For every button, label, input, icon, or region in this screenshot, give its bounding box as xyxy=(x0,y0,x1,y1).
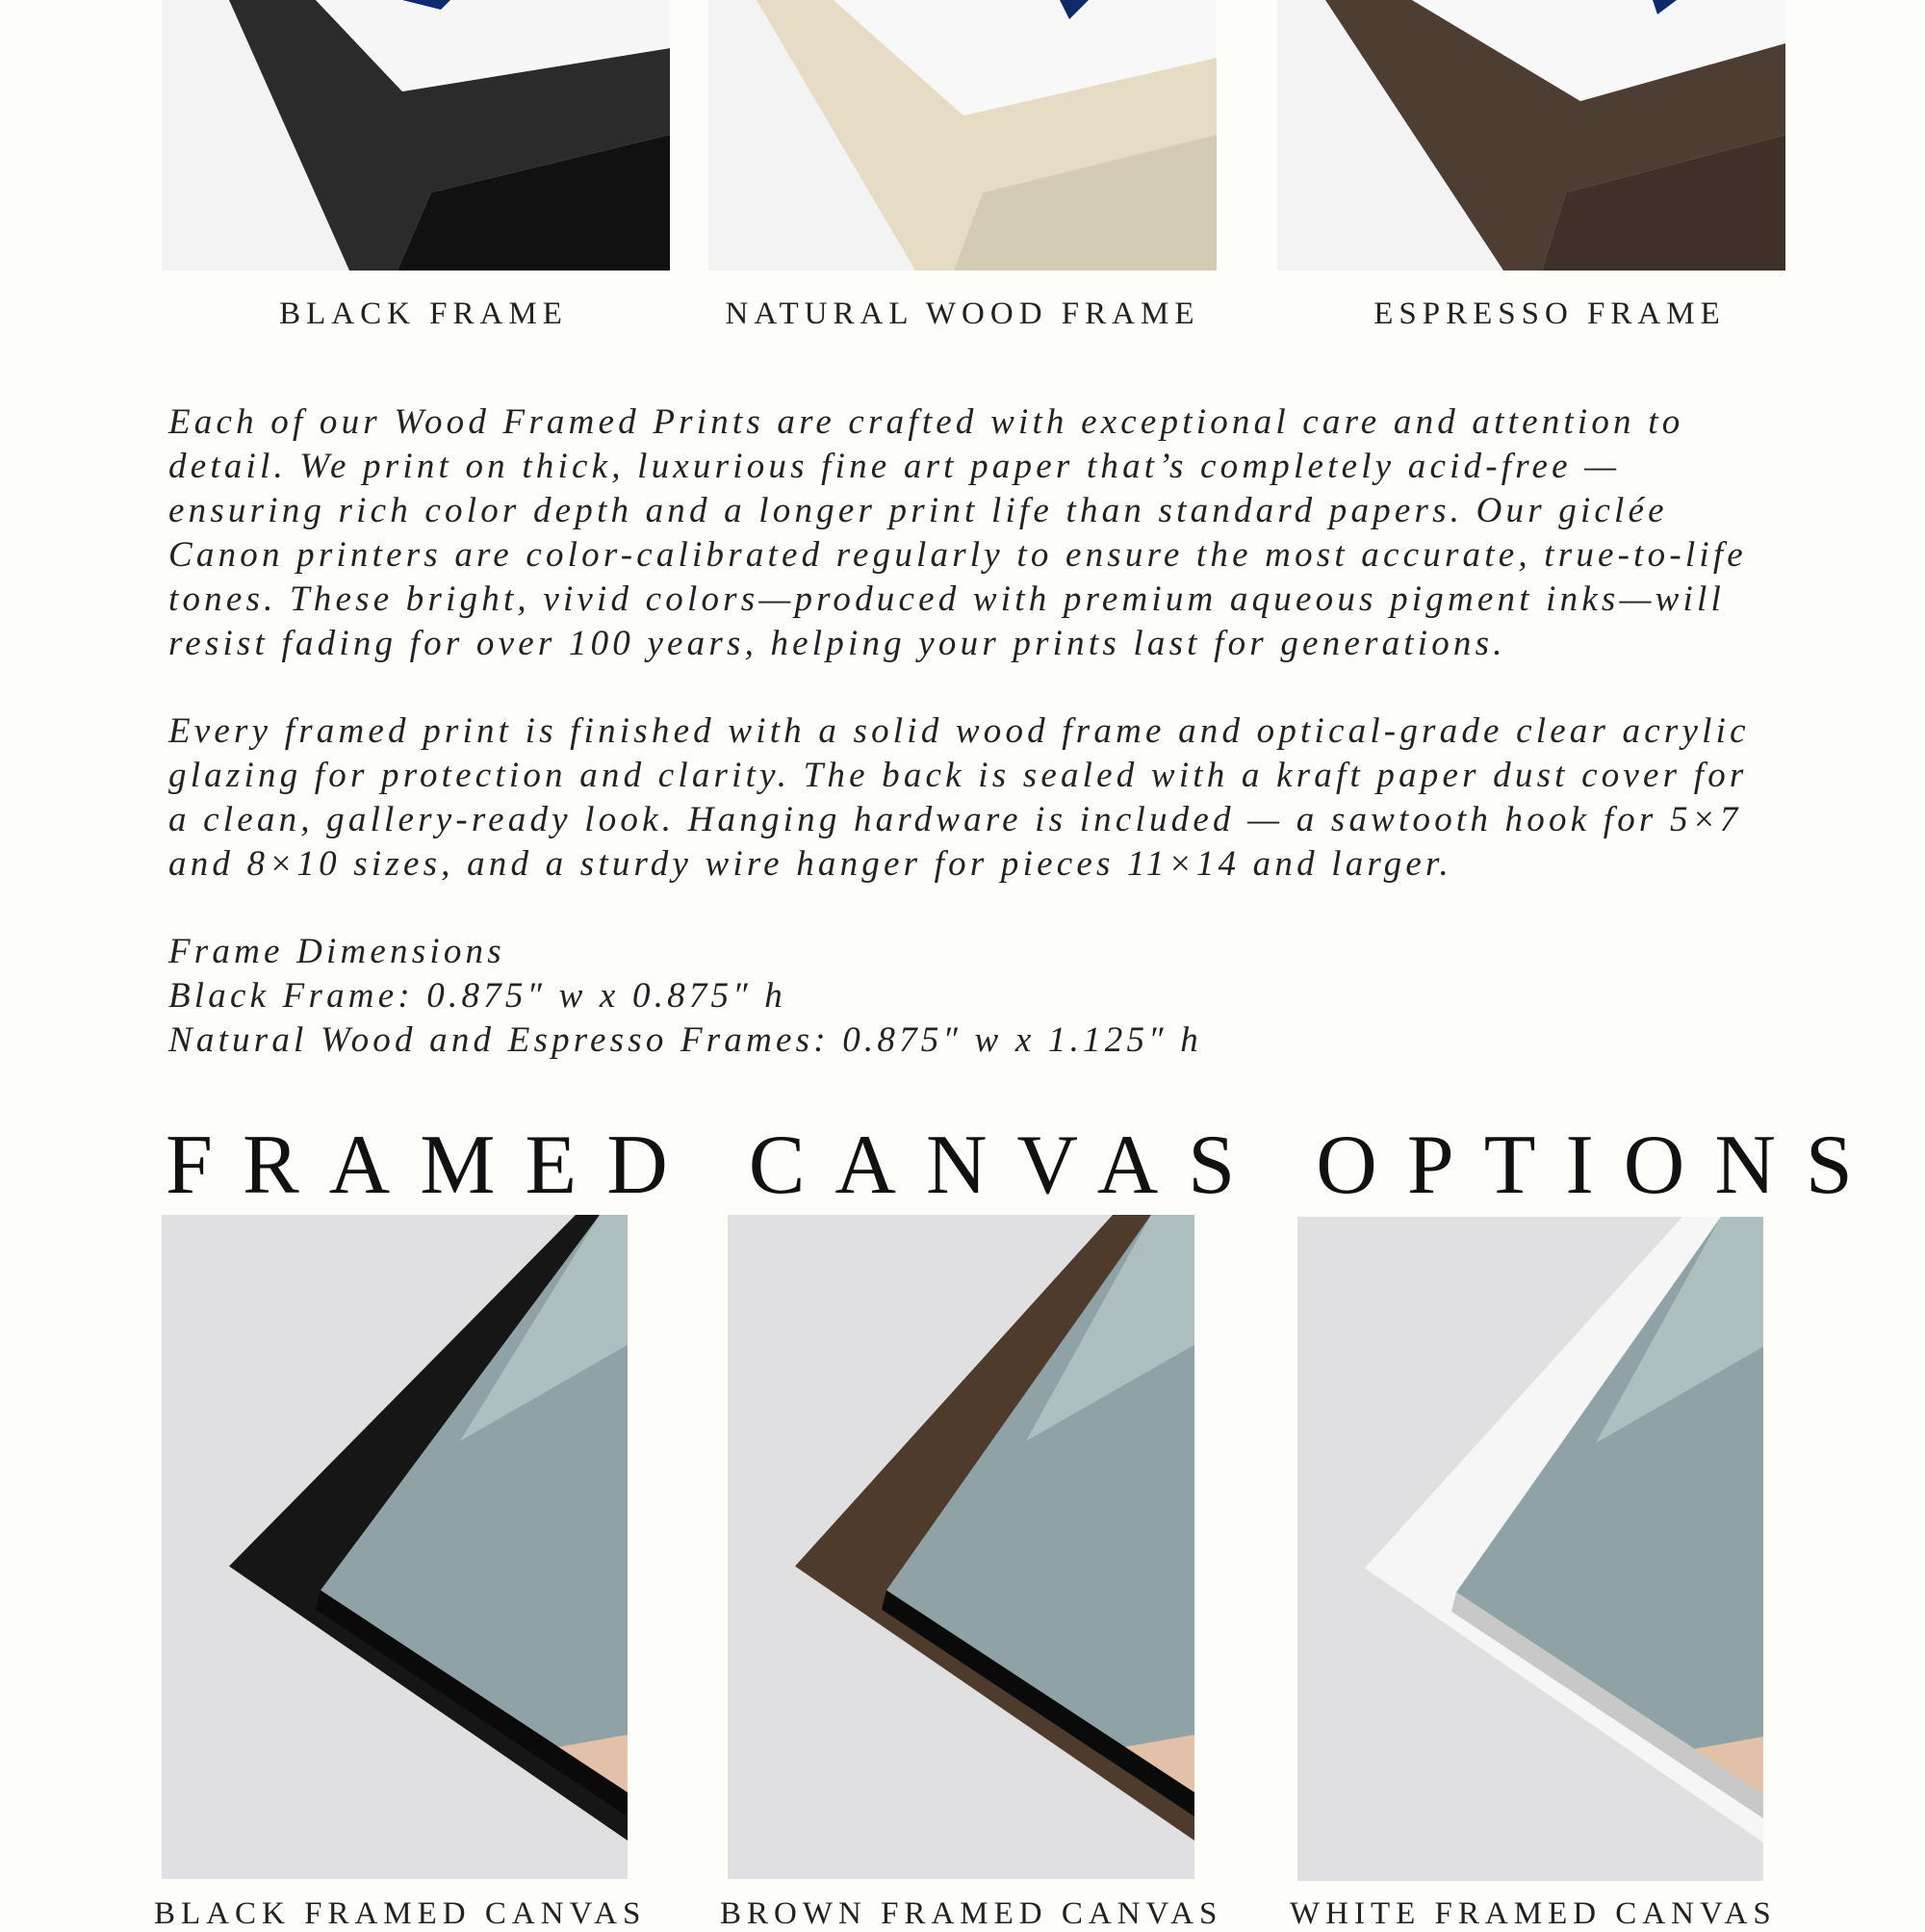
framed-canvas-heading: FRAMED CANVAS OPTIONS xyxy=(166,1119,1883,1212)
natural-wood-frame-image xyxy=(708,0,1217,270)
description-paragraph-1 xyxy=(168,400,1747,666)
text-line: ensuring rich color depth and a longer print life than standard papers. Our giclée xyxy=(168,491,1668,530)
black-frame-dimensions: Black Frame: 0.875″ w x 0.875″ h xyxy=(168,976,787,1016)
text-line: detail. We print on thick, luxurious fine art paper that’s completely acid-free — xyxy=(168,447,1621,486)
black-frame-image xyxy=(162,0,670,270)
espresso-frame-image xyxy=(1277,0,1785,270)
black-frame-label: BLACK FRAME xyxy=(279,296,568,331)
text-line: Canon printers are color-calibrated regularly to ensure the most accurate, true-to-life xyxy=(168,535,1747,575)
text-line: resist fading for over 100 years, helping your prints last for generations. xyxy=(168,624,1506,663)
frame-dimensions xyxy=(168,930,1202,1063)
brown-framed-canvas-image xyxy=(728,1215,1194,1879)
natural-espresso-dimensions: Natural Wood and Espresso Frames: 0.875″ w x 1.125″ h xyxy=(168,1020,1202,1060)
text-line: and 8×10 sizes, and a sturdy wire hanger for pieces 11×14 and larger. xyxy=(168,844,1452,884)
brown-framed-canvas-label: BROWN FRAMED CANVAS xyxy=(720,1896,1223,1931)
text-line: tones. These bright, vivid colors—produced with premium aqueous pigment inks—will xyxy=(168,580,1725,619)
black-framed-canvas-label: BLACK FRAMED CANVAS xyxy=(154,1896,647,1931)
white-framed-canvas-image xyxy=(1297,1217,1763,1881)
text-line: Every framed print is finished with a solid wood frame and optical-grade clear acrylic xyxy=(168,711,1750,751)
dimensions-heading: Frame Dimensions xyxy=(168,932,505,971)
text-line: glazing for protection and clarity. The back is sealed with a kraft paper dust cover for xyxy=(168,756,1748,795)
text-line: Each of our Wood Framed Prints are crafted with exceptional care and attention to xyxy=(168,402,1684,442)
espresso-frame-label: ESPRESSO FRAME xyxy=(1373,296,1726,331)
natural-wood-frame-label: NATURAL WOOD FRAME xyxy=(725,296,1200,331)
black-framed-canvas-image xyxy=(162,1215,628,1879)
text-line: a clean, gallery-ready look. Hanging hardware is included — a sawtooth hook for 5×7 xyxy=(168,800,1742,839)
description-paragraph-2 xyxy=(168,709,1750,887)
white-framed-canvas-label: WHITE FRAMED CANVAS xyxy=(1290,1896,1777,1931)
